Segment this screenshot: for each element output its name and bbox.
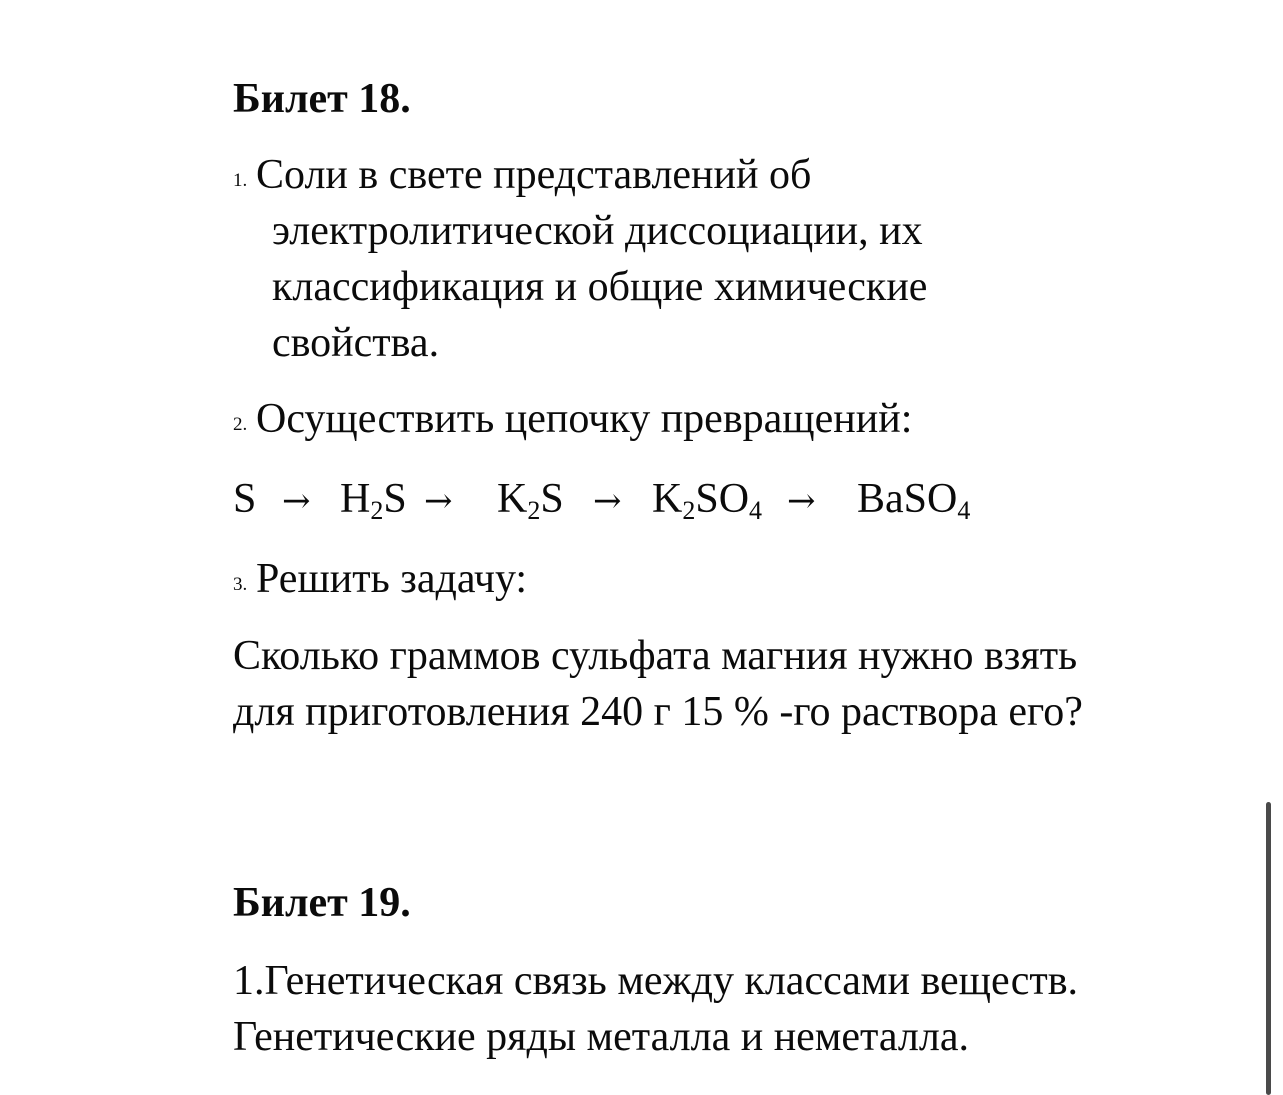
k2so4-subscript: 2 [682, 496, 696, 525]
chain-h2s [340, 476, 407, 525]
k2so4-part: SO [695, 476, 750, 522]
baso4-part: BaSO [857, 476, 958, 522]
question-1-line-3: классификация и общие химические [272, 264, 928, 310]
k2so4-part: K [652, 476, 683, 522]
ticket-18-title: Билет 18. [233, 76, 411, 122]
k2s-part: S [540, 476, 564, 522]
chain-baso4 [857, 476, 971, 525]
question-1-line-4: свойства. [272, 320, 440, 366]
ticket-19-title: Билет 19. [233, 880, 411, 926]
ticket-19-question-1-line-2: Генетические ряды металла и неметалла. [233, 1014, 969, 1060]
chain-arrow-4 [787, 478, 816, 520]
ticket-19-question-1-line-1: 1.Генетическая связь между классами веществ. [233, 958, 1079, 1004]
question-3-text: Решить задачу: [256, 556, 528, 602]
h2s-subscript: 2 [370, 496, 384, 525]
chain-s: S [233, 476, 257, 522]
problem-line-1: Сколько граммов сульфата магния нужно взять [233, 633, 1078, 679]
question-2-text: Осуществить цепочку превращений: [256, 396, 913, 442]
chain-k2s [497, 476, 564, 525]
arrow-right-icon: → [787, 481, 816, 521]
arrow-right-icon: → [424, 481, 453, 521]
baso4-subscript: 4 [957, 496, 971, 525]
k2s-subscript: 2 [527, 496, 541, 525]
reaction-chain [233, 478, 256, 520]
chain-k2so4 [652, 476, 763, 525]
chain-arrow-1 [282, 478, 311, 520]
scrollbar-thumb[interactable] [1266, 802, 1271, 1095]
chain-arrow-2 [424, 478, 453, 520]
arrow-right-icon: → [593, 481, 622, 521]
question-1-line-2: электролитической диссоциации, их [272, 208, 923, 254]
question-3-number: 3. [233, 574, 248, 595]
h2s-part: H [340, 476, 371, 522]
problem-line-2: для приготовления 240 г 15 % -го раствора его? [233, 689, 1083, 735]
h2s-part: S [383, 476, 407, 522]
chain-arrow-3 [593, 478, 622, 520]
arrow-right-icon: → [282, 481, 311, 521]
question-1-number: 1. [233, 170, 248, 191]
k2s-part: K [497, 476, 528, 522]
question-1-line-1: Соли в свете представлений об [256, 152, 812, 198]
question-2-number: 2. [233, 414, 248, 435]
k2so4-subscript: 4 [749, 496, 763, 525]
